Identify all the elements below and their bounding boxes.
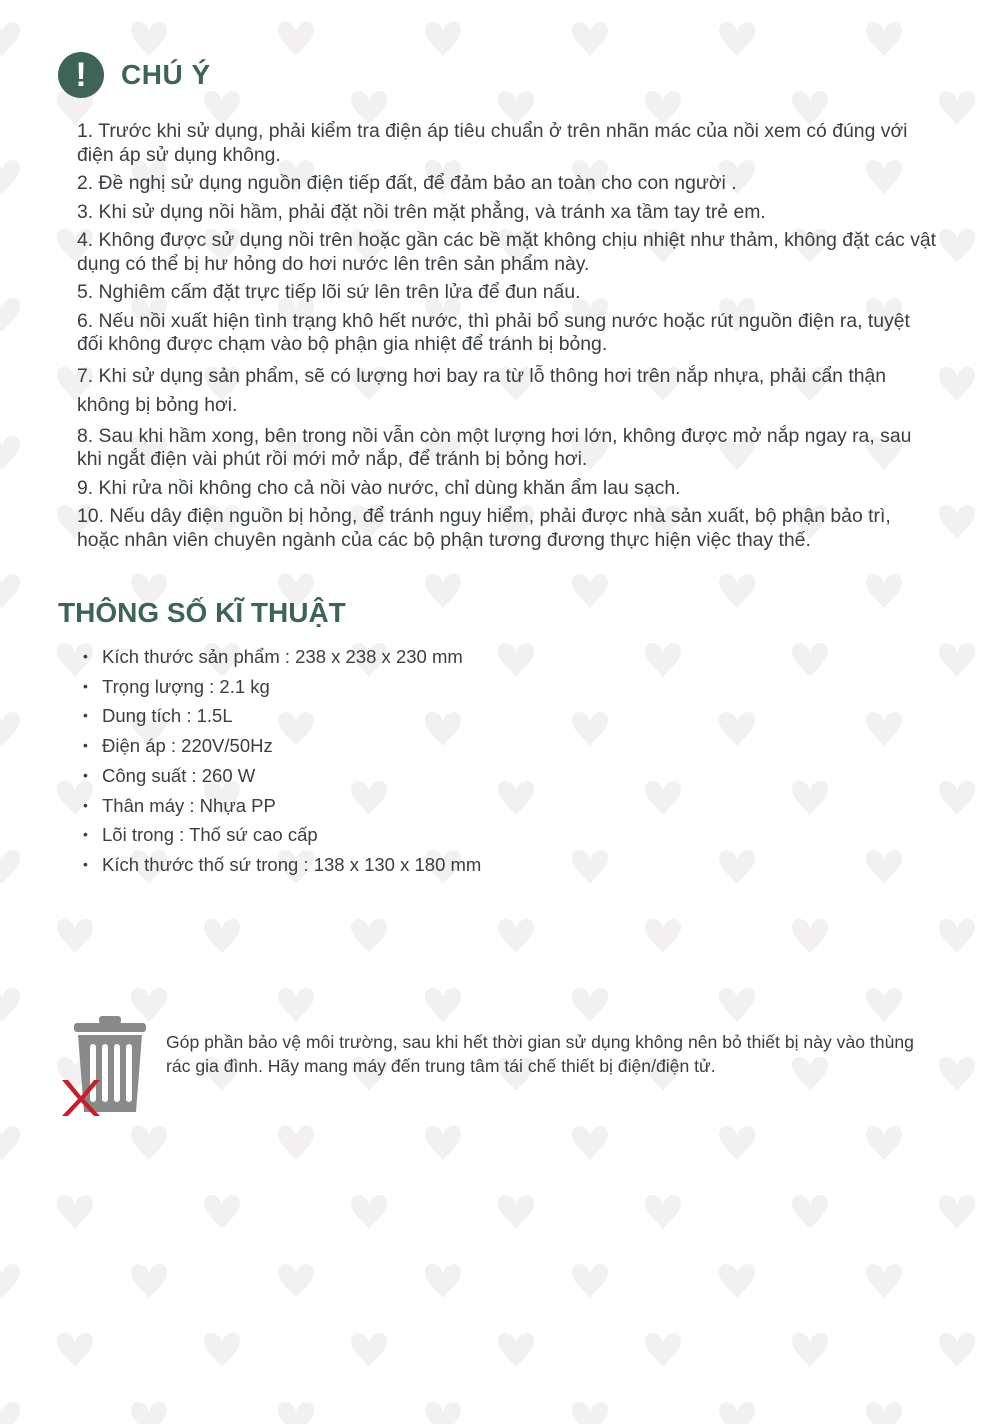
spec-text: Điện áp : 220V/50Hz xyxy=(102,735,273,757)
heart-icon xyxy=(131,22,167,56)
heart-icon xyxy=(939,643,975,677)
warning-item: 7. Khi sử dụng sản phẩm, sẽ có lượng hơi bay ra từ lỗ thông hơi trên nắp nhựa, phải cẩn thận không bị bỏng hơi. xyxy=(77,364,887,416)
warning-item: 5. Nghiêm cấm đặt trực tiếp lõi sứ lên trên lửa để đun nấu. xyxy=(77,281,581,303)
heart-icon xyxy=(645,1195,681,1229)
spec-text: Thân máy : Nhựa PP xyxy=(102,794,276,816)
heart-icon xyxy=(866,712,902,746)
heart-icon xyxy=(866,1126,902,1160)
notice-header xyxy=(58,52,211,98)
spec-text: Kích thước sản phẩm : 238 x 238 x 230 mm xyxy=(102,646,463,667)
spec-item xyxy=(83,643,481,673)
heart-icon xyxy=(278,1264,314,1298)
heart-icon xyxy=(0,298,20,332)
heart-icon xyxy=(425,988,461,1022)
heart-icon xyxy=(866,1264,902,1298)
heart-icon xyxy=(572,712,608,746)
heart-icon xyxy=(939,919,975,953)
heart-icon xyxy=(645,919,681,953)
spec-item xyxy=(83,762,481,792)
heart-icon xyxy=(572,1126,608,1160)
spec-item xyxy=(83,792,481,822)
spec-item xyxy=(83,732,481,762)
heart-icon xyxy=(939,505,975,539)
heart-icon xyxy=(131,1264,167,1298)
specs-title: THÔNG SỐ KĨ THUẬT xyxy=(58,597,346,628)
spec-item xyxy=(83,821,481,851)
spec-text: Công suất : 260 W xyxy=(102,764,256,786)
heart-icon xyxy=(278,1402,314,1424)
heart-icon xyxy=(792,643,828,677)
heart-icon xyxy=(939,781,975,815)
heart-icon xyxy=(0,1264,20,1298)
heart-icon xyxy=(0,712,20,746)
heart-icon xyxy=(498,1333,534,1367)
heart-icon xyxy=(0,22,20,56)
bullet-icon: • xyxy=(83,737,88,754)
heart-icon xyxy=(939,367,975,401)
warning-item: 6. Nếu nồi xuất hiện tình trạng khô hết nước, thì phải bổ sung nước hoặc rút nguồn điện ra, tuyệt đối không được chạm vào bộ phận gia nhiệt để tránh bị bỏng. xyxy=(77,309,910,355)
heart-icon xyxy=(425,574,461,608)
heart-icon xyxy=(719,712,755,746)
heart-icon xyxy=(498,919,534,953)
heart-icon xyxy=(572,1264,608,1298)
heart-icon xyxy=(866,574,902,608)
heart-icon xyxy=(572,850,608,884)
heart-icon xyxy=(0,436,20,470)
heart-icon xyxy=(204,1333,240,1367)
spec-text: Lõi trong : Thố sứ cao cấp xyxy=(102,824,318,846)
heart-icon xyxy=(0,1402,20,1424)
heart-icon xyxy=(351,919,387,953)
crossed-out-trash-bin-icon xyxy=(60,1012,152,1118)
heart-icon xyxy=(278,988,314,1022)
warning-item: 9. Khi rửa nồi không cho cả nồi vào nước, chỉ dùng khăn ẩm lau sạch. xyxy=(77,476,681,499)
warning-item: 1. Trước khi sử dụng, phải kiểm tra điện áp tiêu chuẩn ở trên nhãn mác của nồi xem có đúng với điện áp sử dụng không. xyxy=(77,120,908,166)
heart-icon xyxy=(0,850,20,884)
heart-icon xyxy=(204,919,240,953)
heart-icon xyxy=(57,1333,93,1367)
bullet-icon: • xyxy=(83,826,88,843)
heart-icon xyxy=(498,781,534,815)
heart-icon xyxy=(278,22,314,56)
heart-icon xyxy=(498,643,534,677)
heart-icon xyxy=(572,988,608,1022)
warning-item: 4. Không được sử dụng nồi trên hoặc gần các bề mặt không chịu nhiệt như thảm, không đặt các vật dụng có thể bị hư hỏng do hơi nước lên trên sản phẩm này. xyxy=(77,229,937,275)
bullet-icon: • xyxy=(83,766,88,783)
heart-icon xyxy=(131,1126,167,1160)
heart-icon xyxy=(866,850,902,884)
heart-icon xyxy=(866,988,902,1022)
heart-icon xyxy=(866,22,902,56)
bullet-icon: • xyxy=(83,707,88,724)
heart-icon xyxy=(939,1195,975,1229)
heart-icon xyxy=(0,160,20,194)
heart-icon xyxy=(719,988,755,1022)
heart-icon xyxy=(425,1264,461,1298)
spec-text: Dung tích : 1.5L xyxy=(102,705,233,727)
heart-icon xyxy=(57,919,93,953)
heart-icon xyxy=(866,1402,902,1424)
recycling-text: Góp phần bảo vệ môi trường, sau khi hết thời gian sử dụng không nên bỏ thiết bị này vào thùng rác gia đình. Hãy mang máy đến trung tâm tái chế thiết bị điện/điện tử. xyxy=(166,1032,914,1076)
heart-icon xyxy=(572,1402,608,1424)
heart-icon xyxy=(719,1402,755,1424)
bullet-icon: • xyxy=(83,796,88,813)
spec-text: Trọng lượng : 2.1 kg xyxy=(102,675,270,697)
heart-icon xyxy=(645,781,681,815)
heart-icon xyxy=(204,1195,240,1229)
heart-icon xyxy=(792,781,828,815)
heart-icon xyxy=(351,1195,387,1229)
heart-icon xyxy=(572,22,608,56)
warning-item: 10. Nếu dây điện nguồn bị hỏng, để tránh nguy hiểm, phải được nhà sản xuất, bộ phận bảo trì, hoặc nhân viên chuyên ngành của các bộ phận tương đương thực hiện việc thay thế. xyxy=(77,505,891,551)
warning-list xyxy=(77,120,937,557)
bullet-icon: • xyxy=(83,855,88,872)
heart-icon xyxy=(0,1126,20,1160)
heart-icon xyxy=(572,574,608,608)
heart-icon xyxy=(425,1402,461,1424)
heart-icon xyxy=(719,22,755,56)
notice-title: CHÚ Ý xyxy=(121,59,211,90)
heart-icon xyxy=(498,1195,534,1229)
exclamation-icon: ! xyxy=(58,52,104,98)
spec-item xyxy=(83,702,481,732)
heart-icon xyxy=(57,1195,93,1229)
heart-icon xyxy=(0,574,20,608)
heart-icon xyxy=(939,91,975,125)
heart-icon xyxy=(719,1264,755,1298)
bullet-icon: • xyxy=(83,648,88,664)
heart-icon xyxy=(645,1333,681,1367)
heart-icon xyxy=(939,229,975,263)
heart-icon xyxy=(425,1126,461,1160)
heart-icon xyxy=(0,988,20,1022)
spec-item xyxy=(83,673,481,703)
heart-icon xyxy=(719,1126,755,1160)
spec-item xyxy=(83,851,481,881)
heart-icon xyxy=(939,1057,975,1091)
heart-icon xyxy=(939,1333,975,1367)
heart-icon xyxy=(645,643,681,677)
warning-item: 3. Khi sử dụng nồi hầm, phải đặt nồi trên mặt phẳng, và tránh xa tầm tay trẻ em. xyxy=(77,200,766,223)
heart-icon xyxy=(792,1333,828,1367)
heart-icon xyxy=(278,1126,314,1160)
heart-icon xyxy=(351,1333,387,1367)
heart-icon xyxy=(719,850,755,884)
heart-icon xyxy=(425,22,461,56)
spec-list xyxy=(83,643,481,881)
heart-icon xyxy=(792,1195,828,1229)
warning-item: 8. Sau khi hầm xong, bên trong nồi vẫn còn một lượng hơi lớn, không được mở nắp ngay ra, sau khi ngắt điện vài phút rồi mới mở nắp, để tránh bị bỏng hơi. xyxy=(77,424,912,470)
heart-icon xyxy=(792,919,828,953)
heart-icon xyxy=(719,574,755,608)
spec-text: Kích thước thố sứ trong : 138 x 130 x 180 mm xyxy=(102,853,482,875)
heart-icon xyxy=(131,1402,167,1424)
warning-item: 2. Đề nghị sử dụng nguồn điện tiếp đất, để đảm bảo an toàn cho con người . xyxy=(77,172,737,194)
bullet-icon: • xyxy=(83,677,88,694)
